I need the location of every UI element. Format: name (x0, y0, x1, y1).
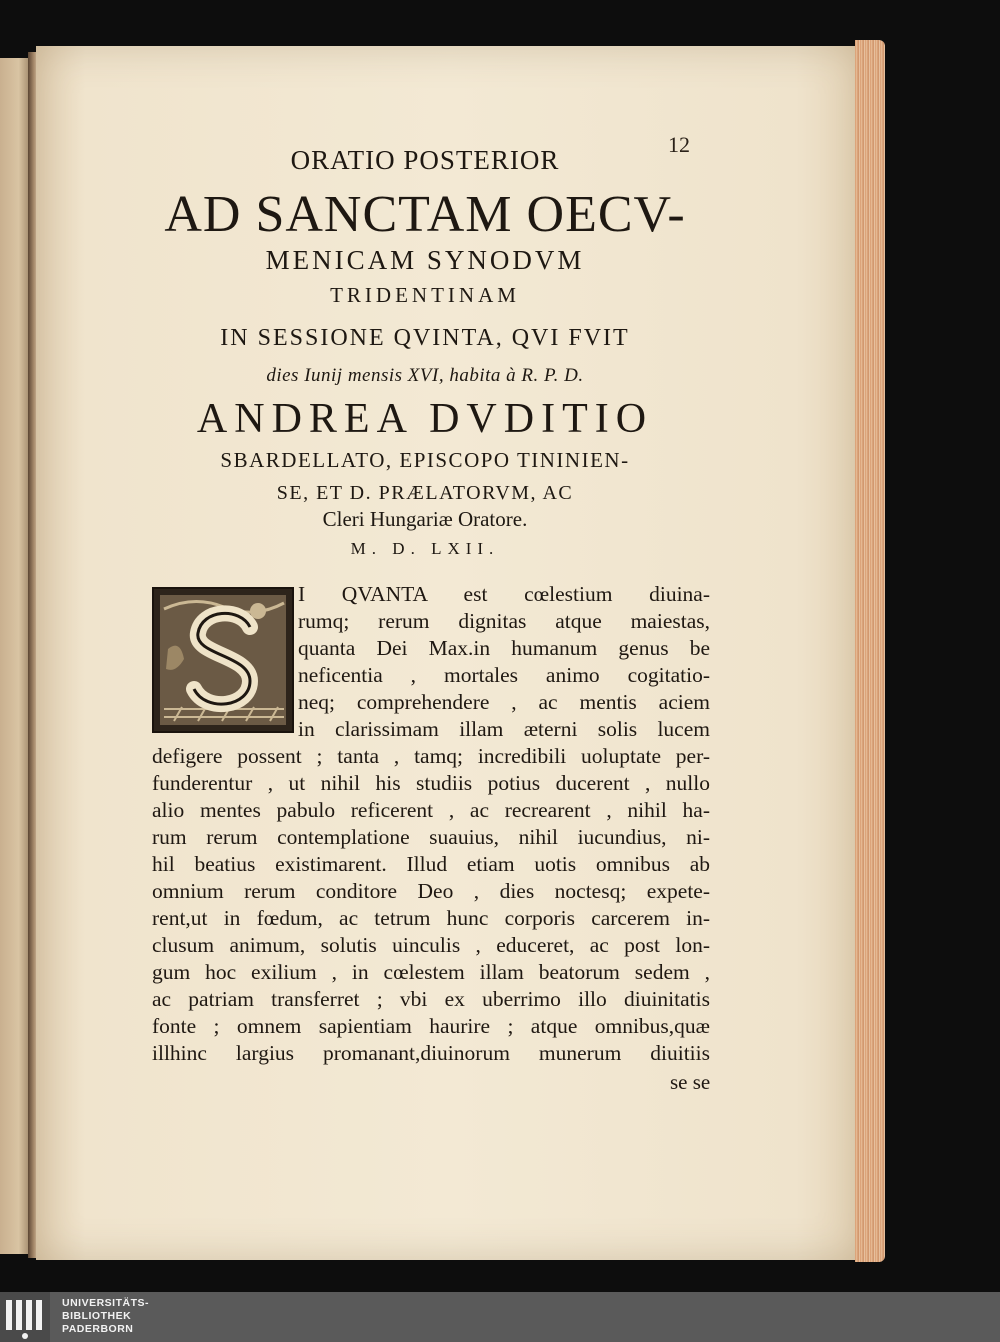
title-line-2: AD SANCTAM OECV- (164, 186, 686, 243)
title-line-9: SE, ET D. PRÆLATORVM, AC (276, 482, 574, 504)
body-line: omnium rerum conditore Deo , dies noctesq; expete- (152, 879, 710, 903)
page-edges (855, 40, 885, 1262)
body-line: hil beatius existimarent. Illud etiam uotis omnibus ab (152, 852, 710, 876)
title-line-10: Cleri Hungariæ Oratore. (322, 507, 528, 531)
body-line: ac patriam transferret ; vbi ex uberrimo illo diuinitatis (152, 987, 710, 1011)
catchword: se se (670, 1070, 711, 1094)
author-name: ANDREA DVDITIO (196, 396, 654, 442)
body-line: gum hoc exilium , in cœlestem illam beatorum sedem , (152, 960, 710, 984)
body-line: illhinc largius promanant,diuinorum munerum diuitiis (152, 1041, 710, 1065)
body-line: defigere possent ; tanta , tamq; incredibili uoluptate per- (152, 744, 710, 768)
page-number: 12 (668, 132, 690, 157)
decorated-initial-s (152, 587, 294, 733)
body-line: clusum animum, solutis uinculis , educeret, ac post lon- (152, 933, 710, 957)
title-date: M. D. LXII. (350, 539, 500, 558)
body-line: alio mentes pabulo reficerent , ac recrearent , nihil ha- (152, 798, 710, 822)
title-line-1: ORATIO POSTERIOR (290, 145, 560, 175)
library-name-line-1: UNIVERSITÄTS- (62, 1297, 150, 1309)
body-line: rum rerum contemplatione suauius, nihil iucundius, ni- (152, 825, 710, 849)
body-line: neficentia , mortales animo cogitatio- (298, 663, 710, 687)
library-name-line-3: PADERBORN (62, 1323, 134, 1335)
body-line: neq; comprehendere , ac mentis aciem (298, 690, 710, 714)
body-line: in clarissimam illam æterni solis lucem (298, 717, 710, 741)
library-footer (0, 1292, 1000, 1342)
title-line-8: SBARDELLATO, EPISCOPO TININIEN- (220, 448, 630, 472)
library-logo-icon (0, 1292, 50, 1342)
body-line: funderentur , ut nihil his studiis potius ducerent , nullo (152, 771, 710, 795)
title-line-3: MENICAM SYNODVM (265, 245, 585, 275)
body-line: rent,ut in fœdum, ac tetrum hunc corporis carcerem in- (152, 906, 710, 930)
title-line-6: dies Iunij mensis XVI, habita à R. P. D. (266, 365, 584, 386)
body-line: fonte ; omnem sapientiam haurire ; atque omnibus,quæ (152, 1014, 710, 1038)
title-line-5: IN SESSIONE QVINTA, QVI FVIT (220, 325, 630, 351)
initial-s-woodcut-icon (154, 589, 292, 731)
body-line: quanta Dei Max.in humanum genus be (298, 636, 710, 660)
library-name (62, 1297, 149, 1336)
body-line: rumq; rerum dignitas atque maiestas, (298, 609, 710, 633)
body-line: I QVANTA est cœlestium diuina- (298, 582, 710, 606)
title-line-4: TRIDENTINAM (330, 283, 520, 307)
library-name-line-2: BIBLIOTHEK (62, 1310, 132, 1322)
